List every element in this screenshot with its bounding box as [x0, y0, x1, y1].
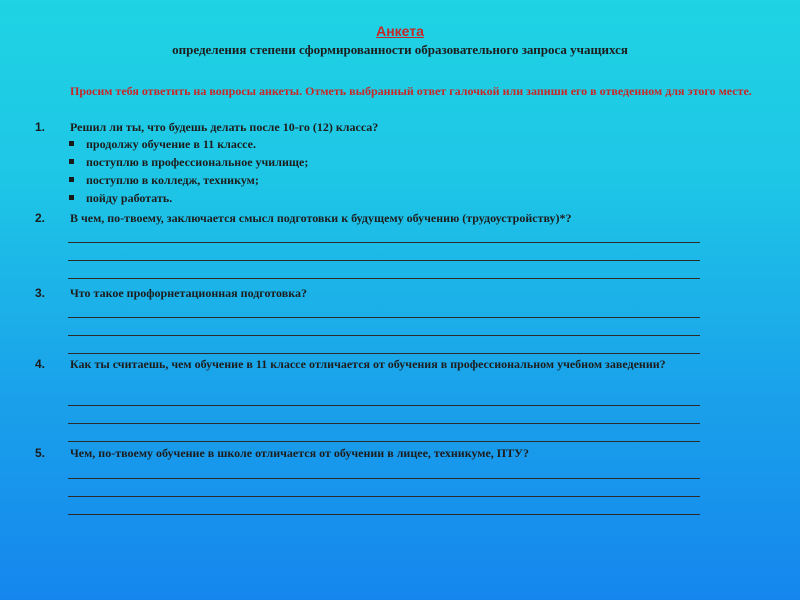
question-4-number: 4. [35, 357, 46, 371]
answer-line-3-1[interactable] [68, 317, 700, 318]
question-5-number: 5. [35, 446, 46, 460]
question-2-number: 2. [35, 211, 46, 225]
answer-line-2-3[interactable] [68, 278, 700, 279]
answer-line-4-2[interactable] [68, 423, 700, 424]
answer-line-5-1[interactable] [68, 478, 700, 479]
answer-line-3-2[interactable] [68, 335, 700, 336]
question-1-option-4[interactable] [86, 191, 172, 206]
checkbox-bullet-icon[interactable] [69, 177, 74, 182]
answer-line-5-2[interactable] [68, 496, 700, 497]
form-subtitle: определения степени сформированности образовательного запроса учащихся [172, 42, 628, 57]
answer-line-4-1[interactable] [68, 405, 700, 406]
checkbox-bullet-icon[interactable] [69, 159, 74, 164]
answer-line-4-3[interactable] [68, 441, 700, 442]
answer-line-2-2[interactable] [68, 260, 700, 261]
answer-line-2-1[interactable] [68, 242, 700, 243]
question-1-option-3[interactable] [86, 173, 259, 188]
question-1-option-2[interactable] [86, 155, 308, 170]
question-1-option-1[interactable] [86, 137, 256, 152]
answer-line-3-3[interactable] [68, 353, 700, 354]
answer-line-5-3[interactable] [68, 514, 700, 515]
question-4-text: Как ты считаешь, чем обучение в 11 классе отличается от обучения в профессиональном учебном заведении? [70, 357, 666, 371]
question-2-text: В чем, по-твоему, заключается смысл подготовки к будущему обучению (трудоустройству)*? [70, 211, 572, 225]
option-label: пойду работать. [86, 191, 173, 205]
question-3-text: Что такое профорнетационная подготовка? [70, 286, 307, 300]
option-label: поступлю в профессиональное училище; [86, 155, 309, 169]
question-3-number: 3. [35, 286, 46, 300]
question-5-text: Чем, по-твоему обучение в школе отличается от обучении в лицее, техникуме, ПТУ? [70, 446, 529, 460]
option-label: поступлю в колледж, техникум; [86, 173, 259, 187]
question-1-text: Решил ли ты, что будешь делать после 10-го (12) класса? [70, 120, 379, 134]
intro-text: Просим тебя ответить на вопросы анкеты. Отметь выбранный ответ галочкой или запиши его в отведенном для этого месте. [70, 84, 752, 98]
option-label: продолжу обучение в 11 классе. [86, 137, 256, 151]
checkbox-bullet-icon[interactable] [69, 195, 74, 200]
question-1-number: 1. [35, 120, 46, 134]
form-title: Анкета [376, 23, 424, 39]
checkbox-bullet-icon[interactable] [69, 141, 74, 146]
